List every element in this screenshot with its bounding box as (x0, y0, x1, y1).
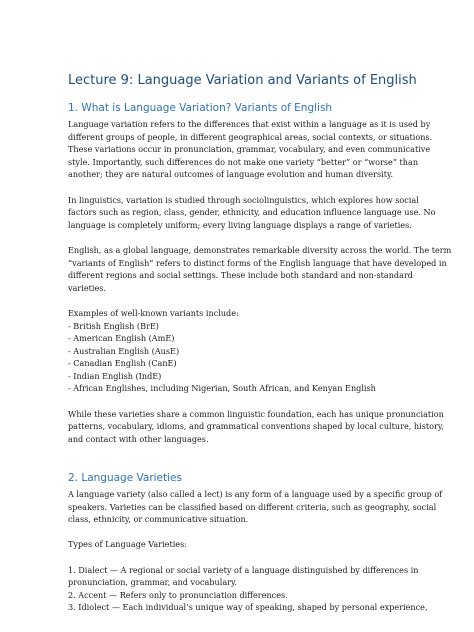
text-line: language is completely uniform; every living language displays a range of varieties. (68, 219, 412, 230)
section-1-paragraph-3 (68, 244, 452, 294)
text-line: class, ethnicity, or communicative situation. (68, 514, 249, 525)
varieties-list-intro: Types of Language Varieties: (68, 539, 187, 550)
list-item: pronunciation, grammar, and vocabulary. (68, 577, 238, 588)
varieties-list (68, 564, 440, 614)
list-item: - British English (BrE) (68, 320, 159, 331)
section-1-paragraph-2 (68, 194, 440, 232)
text-line: different groups of people, in different geographical areas, social contexts, or situations. (68, 131, 433, 142)
list-item: - Australian English (AusE) (68, 345, 180, 356)
section-1-paragraph-1 (68, 118, 440, 181)
text-line: In linguistics, variation is studied through sociolinguistics, which explores how social (68, 194, 419, 205)
text-line: Language variation refers to the differences that exist within a language as it is used by (68, 119, 431, 129)
list-item: - African Englishes, including Nigerian, South African, and Kenyan English (68, 383, 376, 394)
text-line: “variants of English” refers to distinct forms of the English language that have developed in (68, 257, 447, 268)
document-body (68, 72, 452, 614)
text-line: style. Importantly, such differences do not make one variety “better” or “worse” than (68, 156, 419, 167)
text-line: varieties. (68, 282, 107, 293)
list-item: 3. Idiolect — Each individual’s unique way of speaking, shaped by personal experience, (68, 602, 428, 613)
text-line: A language variety (also called a lect) is any form of a language used by a specific group of (68, 489, 443, 500)
list-item: - American English (AmE) (68, 333, 175, 344)
variants-list (68, 307, 440, 395)
document-title: Lecture 9: Language Variation and Variants of English (68, 73, 417, 88)
list-item: - Canadian English (CanE) (68, 358, 177, 369)
section-spacer (68, 458, 440, 471)
text-line: factors such as region, class, gender, ethnicity, and education influence language use. No (68, 207, 436, 218)
list-intro: Examples of well-known variants include: (68, 307, 239, 318)
text-line: While these varieties share a common linguistic foundation, each has unique pronunciation (68, 408, 444, 419)
section-2-paragraph-1 (68, 488, 443, 526)
list-item: 1. Dialect — A regional or social variety of a language distinguished by differences in (68, 564, 419, 575)
text-line: different regions and social settings. These include both standard and non-standard (68, 270, 413, 281)
section-1-paragraph-4 (68, 408, 444, 446)
text-line: English, as a global language, demonstrates remarkable diversity across the world. The term (68, 244, 452, 255)
list-item: 2. Accent — Refers only to pronunciation differences. (68, 589, 288, 600)
text-line: patterns, vocabulary, idioms, and grammatical conventions shaped by local culture, history, (68, 421, 444, 432)
text-line: and contact with other languages. (68, 433, 209, 444)
section-heading-1: 1. What is Language Variation? Variants of English (68, 102, 333, 114)
text-line: another; they are natural outcomes of language evolution and human diversity. (68, 169, 394, 180)
text-line: These variations occur in pronunciation, grammar, vocabulary, and even communicative (68, 144, 431, 155)
text-line: speakers. Varieties can be classified based on different criteria, such as geography, social (68, 501, 437, 512)
list-item: - Indian English (IndE) (68, 370, 162, 381)
section-heading-2: 2. Language Varieties (68, 472, 182, 485)
